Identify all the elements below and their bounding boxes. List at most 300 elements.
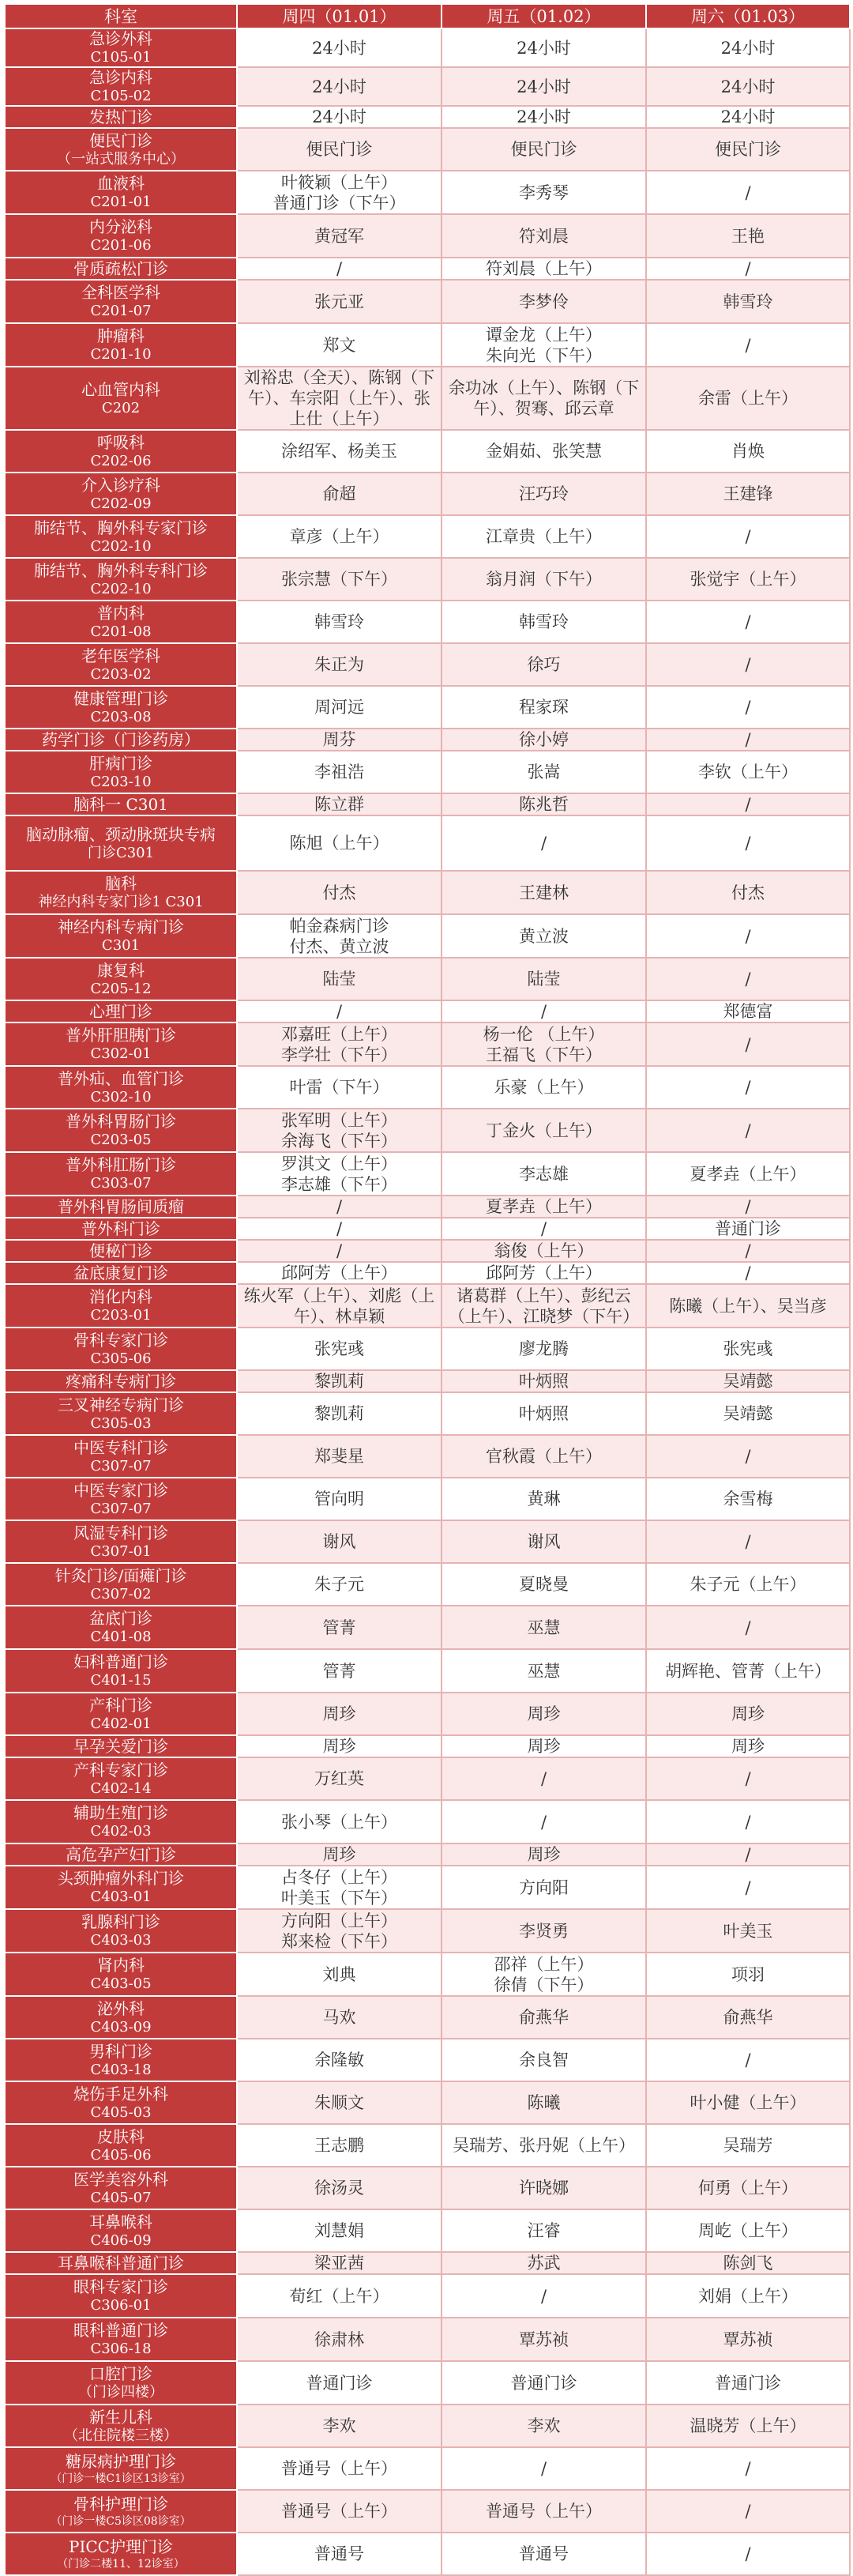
table-row [5, 1606, 850, 1649]
schedule-cell-day-3: 付杰 [646, 871, 850, 914]
schedule-cell-day-3: / [646, 643, 850, 686]
dept-name-cell [5, 643, 237, 686]
schedule-cell-day-3: / [646, 1109, 850, 1152]
table-row [5, 2039, 850, 2081]
table-row [5, 1996, 850, 2039]
dept-name: 新生儿科 [89, 2407, 152, 2427]
schedule-cell-day-3: 王艳 [646, 214, 850, 258]
schedule-cell-day-1: 荀红（上午） [237, 2274, 442, 2318]
dept-code: C201-10 [90, 346, 152, 363]
schedule-cell-day-1: / [237, 1000, 442, 1022]
dept-name-cell [5, 323, 237, 367]
schedule-cell-day-2: 余良智 [442, 2039, 646, 2081]
schedule-cell-day-1: 普通门诊 [237, 2361, 442, 2405]
schedule-cell-day-3: 刘娟（上午） [646, 2274, 850, 2318]
schedule-cell-day-1: 黎凯莉 [237, 1392, 442, 1435]
dept-name: 康复科 [97, 960, 145, 980]
schedule-cell-day-3: 普通门诊 [646, 2361, 850, 2405]
dept-code: C307-07 [90, 1500, 152, 1517]
dept-code: C402-03 [90, 1823, 152, 1840]
schedule-cell-day-1: 付杰 [237, 871, 442, 914]
schedule-cell-day-2: 周珍 [442, 1693, 646, 1735]
header-day-3: 周六（01.03） [646, 4, 850, 28]
schedule-cell-day-3: 周屹（上午） [646, 2209, 850, 2252]
dept-name-cell [5, 871, 237, 914]
schedule-cell-day-3: / [646, 1520, 850, 1563]
schedule-cell-day-1: / [237, 1196, 442, 1218]
schedule-cell-day-3: 周珍 [646, 1735, 850, 1757]
table-row [5, 1109, 850, 1152]
schedule-cell-day-2: 廖龙腾 [442, 1328, 646, 1370]
dept-name: 便民门诊 [89, 130, 152, 150]
table-row [5, 1000, 850, 1022]
schedule-cell-day-2: 乐豪（上午） [442, 1066, 646, 1109]
schedule-cell-day-3: 覃苏祯 [646, 2318, 850, 2361]
dept-code: C307-01 [90, 1542, 152, 1560]
schedule-cell-day-2: 邵祥（上午） 徐倩（下午） [442, 1953, 646, 1996]
dept-name-cell [5, 430, 237, 473]
dept-code: C201-08 [90, 623, 152, 640]
schedule-cell-day-2: 谭金龙（上午） 朱向光（下午） [442, 323, 646, 367]
schedule-cell-day-2: 符刘晨（上午） [442, 258, 646, 280]
dept-name-cell [5, 1757, 237, 1800]
schedule-cell-day-1: 普通号（上午） [237, 2490, 442, 2533]
dept-code: C403-09 [90, 2018, 152, 2036]
dept-name: 消化内科 [89, 1287, 152, 1306]
dept-code: C201-07 [90, 303, 152, 319]
table-row [5, 1022, 850, 1066]
schedule-cell-day-3: 24小时 [646, 67, 850, 106]
dept-name-cell [5, 2533, 237, 2575]
dept-name: 呼吸科 [97, 432, 145, 452]
table-row [5, 367, 850, 430]
schedule-cell-day-3: / [646, 1866, 850, 1909]
schedule-cell-day-3: 肖焕 [646, 430, 850, 473]
schedule-cell-day-2: 普通号 [442, 2533, 646, 2575]
dept-name-cell [5, 1478, 237, 1520]
schedule-cell-day-1: 叶雷（下午） [237, 1066, 442, 1109]
dept-name-cell [5, 2124, 237, 2167]
dept-name: 耳鼻喉科普通门诊 [58, 2253, 184, 2273]
table-row [5, 214, 850, 258]
table-row [5, 473, 850, 515]
table-row [5, 1757, 850, 1800]
dept-name: 男科门诊 [89, 2041, 152, 2061]
dept-name-cell [5, 2039, 237, 2081]
dept-name: 骨质疏松门诊 [73, 258, 168, 278]
dept-name-cell [5, 958, 237, 1000]
dept-code: C203-05 [90, 1132, 152, 1148]
dept-code: C105-02 [90, 88, 152, 104]
table-row [5, 2081, 850, 2124]
dept-name-cell [5, 280, 237, 323]
table-row [5, 1392, 850, 1435]
schedule-cell-day-3: / [646, 1066, 850, 1109]
dept-name-cell [5, 1240, 237, 1262]
dept-code: C205-12 [90, 980, 152, 997]
table-row [5, 1520, 850, 1563]
schedule-cell-day-2: 24小时 [442, 28, 646, 67]
schedule-cell-day-3: / [646, 2447, 850, 2490]
schedule-cell-day-1: 朱正为 [237, 643, 442, 686]
dept-name: 普外科胃肠门诊 [66, 1112, 176, 1131]
schedule-cell-day-2: 苏武 [442, 2252, 646, 2274]
schedule-cell-day-2: 金娟茹、张笑慧 [442, 430, 646, 473]
schedule-cell-day-1: 叶筱颖（上午） 普通门诊（下午） [237, 171, 442, 214]
schedule-cell-day-1: 郑文 [237, 323, 442, 367]
dept-name: 心理门诊 [89, 1001, 152, 1021]
table-row [5, 2124, 850, 2167]
dept-code: C203-01 [90, 1307, 152, 1324]
dept-name: 心血管内科 [81, 379, 160, 399]
schedule-cell-day-2: / [442, 1800, 646, 1843]
dept-name-cell [5, 1328, 237, 1370]
dept-name-cell [5, 1563, 237, 1606]
schedule-cell-day-2: 李贤勇 [442, 1909, 646, 1953]
schedule-cell-day-1: 余隆敏 [237, 2039, 442, 2081]
dept-name: 肿瘤科 [97, 326, 145, 345]
dept-name-cell [5, 1606, 237, 1649]
dept-name-cell [5, 1262, 237, 1284]
dept-name: 脑科 [105, 874, 137, 893]
dept-code: C403-05 [90, 1975, 152, 1992]
dept-name: 盆底康复门诊 [73, 1263, 168, 1282]
dept-name: 内分泌科 [89, 217, 152, 236]
table-row [5, 729, 850, 751]
dept-code: C405-03 [90, 2103, 152, 2121]
schedule-cell-day-1: 徐汤灵 [237, 2167, 442, 2209]
dept-name: 针灸门诊/面瘫门诊 [54, 1565, 187, 1585]
table-row [5, 1066, 850, 1109]
schedule-cell-day-2: 陈兆哲 [442, 793, 646, 815]
schedule-cell-day-3: / [646, 1262, 850, 1284]
table-row [5, 2274, 850, 2318]
dept-name: 发热门诊 [89, 107, 152, 126]
schedule-cell-day-1: 周珍 [237, 1693, 442, 1735]
schedule-cell-day-1: 管菁 [237, 1649, 442, 1693]
schedule-cell-day-1: 方向阳（上午） 郑来检（下午） [237, 1909, 442, 1953]
dept-code: 门诊C301 [87, 844, 155, 861]
schedule-cell-day-1: 万红英 [237, 1757, 442, 1800]
table-row [5, 2167, 850, 2209]
schedule-cell-day-2: 汪睿 [442, 2209, 646, 2252]
schedule-cell-day-3: / [646, 1757, 850, 1800]
table-row [5, 1800, 850, 1843]
table-row [5, 1478, 850, 1520]
schedule-cell-day-3: 24小时 [646, 106, 850, 128]
schedule-cell-day-2: 叶炳照 [442, 1392, 646, 1435]
schedule-cell-day-3: 吴瑞芳 [646, 2124, 850, 2167]
table-row [5, 280, 850, 323]
schedule-cell-day-1: 周珍 [237, 1735, 442, 1757]
dept-name-cell [5, 751, 237, 793]
schedule-cell-day-2: 李梦伶 [442, 280, 646, 323]
dept-name-cell [5, 2490, 237, 2533]
dept-name: 脑科一 C301 [73, 794, 168, 814]
dept-code: C307-02 [90, 1585, 152, 1602]
dept-name-cell [5, 2252, 237, 2274]
schedule-cell-day-2: 陈曦 [442, 2081, 646, 2124]
dept-name-cell [5, 1520, 237, 1563]
schedule-cell-day-1: 张元亚 [237, 280, 442, 323]
schedule-cell-day-1: 黄冠军 [237, 214, 442, 258]
schedule-cell-day-2: 24小时 [442, 106, 646, 128]
table-row [5, 2405, 850, 2447]
dept-name: 便秘门诊 [89, 1241, 152, 1260]
schedule-cell-day-3: / [646, 171, 850, 214]
dept-name: 骨科护理门诊 [73, 2494, 168, 2514]
dept-name-cell [5, 28, 237, 67]
dept-name: 骨科专家门诊 [73, 1330, 168, 1350]
table-row [5, 258, 850, 280]
schedule-cell-day-2: / [442, 1757, 646, 1800]
schedule-cell-day-2: 覃苏祯 [442, 2318, 646, 2361]
dept-code: 神经内科专家门诊1 C301 [38, 894, 204, 910]
schedule-cell-day-1: 刘慧娟 [237, 2209, 442, 2252]
dept-name: 风湿专科门诊 [73, 1523, 168, 1542]
dept-name-cell [5, 1800, 237, 1843]
schedule-cell-day-2: 周珍 [442, 1735, 646, 1757]
schedule-cell-day-1: 刘裕忠（全天）、陈钢（下午）、车宗阳（上午）、张上仕（上午） [237, 367, 442, 430]
table-row [5, 1843, 850, 1866]
schedule-cell-day-1: 郑斐星 [237, 1435, 442, 1478]
dept-name: 产科门诊 [89, 1695, 152, 1715]
schedule-cell-day-1: 张宗慧（下午） [237, 558, 442, 601]
dept-code: C401-15 [90, 1672, 152, 1689]
table-row [5, 171, 850, 214]
schedule-cell-day-3: 24小时 [646, 28, 850, 67]
schedule-cell-day-3: / [646, 2533, 850, 2575]
schedule-cell-day-1: 管菁 [237, 1606, 442, 1649]
schedule-cell-day-3: 张觉宇（上午） [646, 558, 850, 601]
dept-name: 头颈肿瘤外科门诊 [58, 1869, 184, 1888]
schedule-cell-day-2: 诸葛群（上午）、彭纪云（上午）、江晓梦（下午） [442, 1284, 646, 1328]
schedule-cell-day-1: 刘典 [237, 1953, 442, 1996]
dept-name-cell [5, 1066, 237, 1109]
schedule-cell-day-3: 俞燕华 [646, 1996, 850, 2039]
table-row [5, 1649, 850, 1693]
dept-name-cell [5, 1996, 237, 2039]
schedule-cell-day-1: 梁亚茜 [237, 2252, 442, 2274]
schedule-cell-day-1: 黎凯莉 [237, 1370, 442, 1392]
dept-code: C202-10 [90, 537, 152, 555]
schedule-cell-day-2: 邱阿芳（上午） [442, 1262, 646, 1284]
dept-name: 皮肤科 [97, 2126, 145, 2146]
schedule-sheet [4, 3, 849, 2576]
table-row [5, 815, 850, 871]
dept-name-cell [5, 558, 237, 601]
dept-code: C201-06 [90, 237, 152, 254]
schedule-cell-day-2: 江章贵（上午） [442, 515, 646, 558]
schedule-cell-day-3: / [646, 793, 850, 815]
schedule-cell-day-3: 夏孝垚（上午） [646, 1152, 850, 1196]
schedule-cell-day-3: / [646, 1800, 850, 1843]
schedule-cell-day-1: 涂绍军、杨美玉 [237, 430, 442, 473]
dept-name-cell [5, 1000, 237, 1022]
table-row [5, 2318, 850, 2361]
schedule-cell-day-2: 余功冰（上午）、陈钢（下午）、贺骞、邱云章 [442, 367, 646, 430]
dept-name: 泌外科 [97, 1998, 145, 2018]
dept-name-cell [5, 2274, 237, 2318]
schedule-cell-day-1: 24小时 [237, 28, 442, 67]
schedule-cell-day-1: 陆莹 [237, 958, 442, 1000]
dept-name: 产科专家门诊 [73, 1760, 168, 1779]
schedule-cell-day-3: 郑德富 [646, 1000, 850, 1022]
schedule-cell-day-3: / [646, 1435, 850, 1478]
dept-name-cell [5, 1735, 237, 1757]
dept-name-cell [5, 2447, 237, 2490]
schedule-cell-day-1: / [237, 258, 442, 280]
schedule-cell-day-1: 韩雪玲 [237, 601, 442, 643]
schedule-cell-day-2: 官秋霞（上午） [442, 1435, 646, 1478]
schedule-cell-day-2: 24小时 [442, 67, 646, 106]
dept-name: 普外科胃肠间质瘤 [58, 1196, 184, 1216]
table-row [5, 2252, 850, 2274]
dept-code: C405-07 [90, 2189, 152, 2206]
schedule-cell-day-3: 周珍 [646, 1693, 850, 1735]
dept-code: C305-03 [90, 1414, 152, 1432]
schedule-cell-day-2: 巫慧 [442, 1649, 646, 1693]
schedule-cell-day-3: / [646, 258, 850, 280]
dept-name: 耳鼻喉科 [89, 2212, 152, 2231]
schedule-cell-day-1: 周芬 [237, 729, 442, 751]
dept-code: C303-07 [90, 1175, 152, 1192]
table-row [5, 28, 850, 67]
schedule-cell-day-1: 朱顺文 [237, 2081, 442, 2124]
dept-code: （一站式服务中心） [57, 150, 185, 168]
dept-name-cell [5, 67, 237, 106]
dept-name: 中医专科门诊 [73, 1437, 168, 1457]
dept-code: C305-06 [90, 1350, 152, 1367]
schedule-cell-day-1: 邓嘉旺（上午） 李学壮（下午） [237, 1022, 442, 1066]
dept-name: 肺结节、胸外科专家门诊 [34, 518, 208, 537]
schedule-cell-day-1: 帕金森病门诊 付杰、黄立波 [237, 914, 442, 958]
table-row [5, 558, 850, 601]
dept-code: C203-08 [90, 708, 152, 725]
table-row [5, 1284, 850, 1328]
dept-name-cell [5, 914, 237, 958]
dept-code: （门诊一楼C1诊区13诊室） [51, 2472, 191, 2485]
schedule-cell-day-1: 朱子元 [237, 1563, 442, 1606]
schedule-cell-day-2: 方向阳 [442, 1866, 646, 1909]
schedule-cell-day-3: / [646, 914, 850, 958]
header-day-2: 周五（01.02） [442, 4, 646, 28]
dept-code: C401-08 [90, 1629, 152, 1645]
dept-name: 肝病门诊 [89, 753, 152, 773]
schedule-cell-day-2: 李欢 [442, 2405, 646, 2447]
dept-name-cell [5, 815, 237, 871]
schedule-cell-day-1: 张军明（上午） 余海飞（下午） [237, 1109, 442, 1152]
schedule-cell-day-1: 李欢 [237, 2405, 442, 2447]
header-dept: 科室 [5, 4, 237, 28]
schedule-cell-day-2: 黄琳 [442, 1478, 646, 1520]
schedule-cell-day-3: 张宪彧 [646, 1328, 850, 1370]
table-row [5, 323, 850, 367]
schedule-cell-day-3: 吴靖懿 [646, 1392, 850, 1435]
dept-name: 糖尿病护理门诊 [66, 2451, 176, 2471]
schedule-cell-day-2: 徐小婷 [442, 729, 646, 751]
table-row [5, 914, 850, 958]
schedule-cell-day-2: 叶炳照 [442, 1370, 646, 1392]
dept-name: 急诊外科 [89, 29, 152, 48]
dept-name: 眼科专家门诊 [73, 2277, 168, 2296]
schedule-cell-day-1: 管向明 [237, 1478, 442, 1520]
table-row [5, 2209, 850, 2252]
dept-name-cell [5, 1370, 237, 1392]
schedule-cell-day-3: / [646, 1022, 850, 1066]
schedule-cell-day-1: 占冬仔（上午） 叶美玉（下午） [237, 1866, 442, 1909]
header-row [5, 4, 850, 28]
table-row [5, 106, 850, 128]
schedule-cell-day-2: 徐巧 [442, 643, 646, 686]
dept-name-cell [5, 1196, 237, 1218]
schedule-cell-day-2: 李秀琴 [442, 171, 646, 214]
dept-name-cell [5, 793, 237, 815]
schedule-cell-day-2: / [442, 1218, 646, 1240]
schedule-cell-day-1: 普通号 [237, 2533, 442, 2575]
schedule-cell-day-1: 徐肃林 [237, 2318, 442, 2361]
table-row [5, 1328, 850, 1370]
dept-name-cell [5, 106, 237, 128]
dept-name: 乳腺科门诊 [81, 1912, 160, 1931]
dept-name: 早孕关爱门诊 [73, 1736, 168, 1756]
schedule-table [4, 3, 851, 2576]
schedule-cell-day-3: 李钦（上午） [646, 751, 850, 793]
dept-name-cell [5, 367, 237, 430]
dept-name-cell [5, 1866, 237, 1909]
dept-name-cell [5, 2081, 237, 2124]
dept-name: 普外肝胆胰门诊 [66, 1026, 176, 1045]
schedule-cell-day-1: 张小琴（上午） [237, 1800, 442, 1843]
dept-code: （门诊二楼11、12诊室） [57, 2557, 185, 2570]
schedule-cell-day-2: 翁俊（上午） [442, 1240, 646, 1262]
schedule-cell-day-2: 杨一伦 （上午） 王福飞（下午） [442, 1022, 646, 1066]
schedule-cell-day-3: 余雪梅 [646, 1478, 850, 1520]
schedule-cell-day-1: 谢风 [237, 1520, 442, 1563]
dept-name: 疼痛科专病门诊 [66, 1371, 176, 1391]
schedule-cell-day-1: 练火军（上午）、刘彪（上午）、林卓颖 [237, 1284, 442, 1328]
dept-code: C203-02 [90, 665, 152, 683]
schedule-cell-day-2: 周珍 [442, 1843, 646, 1866]
dept-name: 全科医学科 [81, 283, 160, 302]
dept-code: C402-14 [90, 1779, 152, 1797]
schedule-cell-day-1: 24小时 [237, 67, 442, 106]
dept-name-cell [5, 1843, 237, 1866]
table-row [5, 686, 850, 729]
schedule-cell-day-3: 朱子元（上午） [646, 1563, 850, 1606]
schedule-cell-day-3: / [646, 2490, 850, 2533]
schedule-cell-day-3: 叶美玉 [646, 1909, 850, 1953]
dept-name: 药学门诊（门诊药房） [42, 729, 200, 749]
dept-name: 肾内科 [97, 1956, 145, 1975]
schedule-cell-day-3: / [646, 1843, 850, 1866]
table-row [5, 1953, 850, 1996]
schedule-cell-day-2: 吴瑞芳、张丹妮（上午） [442, 2124, 646, 2167]
table-row [5, 1909, 850, 1953]
schedule-cell-day-3: / [646, 1240, 850, 1262]
schedule-cell-day-3: / [646, 323, 850, 367]
dept-name: 血液科 [97, 174, 145, 193]
table-row [5, 793, 850, 815]
schedule-cell-day-2: 丁金火（上午） [442, 1109, 646, 1152]
dept-code: C406-09 [90, 2231, 152, 2249]
table-row [5, 751, 850, 793]
schedule-cell-day-2: 俞燕华 [442, 1996, 646, 2039]
schedule-cell-day-3: 吴靖懿 [646, 1370, 850, 1392]
table-row [5, 67, 850, 106]
schedule-cell-day-3: / [646, 1606, 850, 1649]
schedule-cell-day-2: 黄立波 [442, 914, 646, 958]
